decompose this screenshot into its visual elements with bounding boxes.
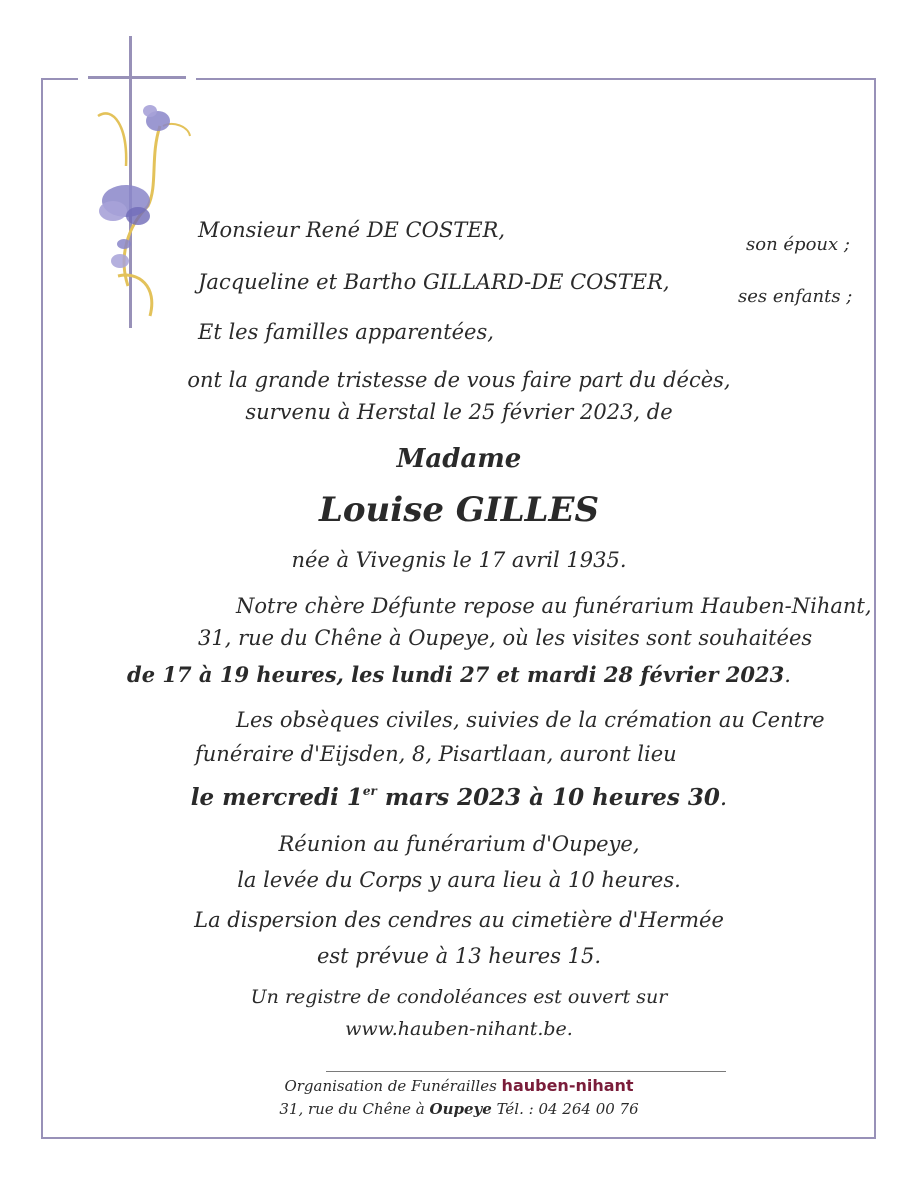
funeral-date-prefix: le mercredi 1 <box>190 784 363 811</box>
deceased-birth: née à Vivegnis le 17 avril 1935. <box>291 548 627 572</box>
cross-flower-icon <box>78 36 196 332</box>
announcement-line-2: survenu à Herstal le 25 février 2023, de <box>245 400 673 424</box>
brand-name: hauben-nihant <box>501 1076 634 1095</box>
footer-divider <box>326 1071 726 1072</box>
cross-flower-ornament <box>78 36 196 332</box>
funeral-date-end: . <box>719 785 728 811</box>
footer-organisation <box>0 1076 918 1095</box>
children-relation: ses enfants ; <box>738 286 853 307</box>
ashes-line-2: est prévue à 13 heures 15. <box>316 944 602 968</box>
footer-town: Oupeye <box>429 1100 492 1118</box>
announcement-line-1: ont la grande tristesse de vous faire part du décès, <box>187 368 731 392</box>
meeting-line-1: Réunion au funérarium d'Oupeye, <box>278 832 640 856</box>
visits-schedule <box>0 662 918 687</box>
visits-schedule-end: . <box>784 663 791 687</box>
condolences-link[interactable]: www.hauben-nihant.be. <box>345 1018 573 1040</box>
spouse-relation: son époux ; <box>746 234 850 255</box>
children-names: Jacqueline et Bartho GILLARD-DE COSTER, <box>198 270 670 294</box>
meeting-line-2: la levée du Corps y aura lieu à 10 heures. <box>237 868 681 892</box>
funeral-line-1: Les obsèques civiles, suivies de la crémation au Centre <box>236 708 825 732</box>
footer-phone: Tél. : 04 264 00 76 <box>491 1100 639 1118</box>
deceased-title: Madame <box>396 444 522 474</box>
ashes-line-1: La dispersion des cendres au cimetière d'Hermée <box>194 908 724 932</box>
visits-line-1: Notre chère Défunte repose au funérarium Hauben-Nihant, <box>236 594 872 618</box>
visits-line-2: 31, rue du Chêne à Oupeye, où les visites sont souhaitées <box>198 626 813 650</box>
footer-org-label: Organisation de Funérailles <box>284 1077 502 1095</box>
deceased-name: Louise GILLES <box>318 490 600 530</box>
footer-address <box>0 1100 918 1118</box>
relatives-line: Et les familles apparentées, <box>198 320 494 344</box>
visits-schedule-text: de 17 à 19 heures, les lundi 27 et mardi 28 février 2023 <box>127 662 785 687</box>
spouse-name: Monsieur René DE COSTER, <box>198 218 506 242</box>
funeral-line-2: funéraire d'Eijsden, 8, Pisartlaan, auront lieu <box>195 742 677 766</box>
funeral-date-suffix: mars 2023 à 10 heures 30 <box>376 784 720 811</box>
footer-address-prefix: 31, rue du Chêne à <box>279 1100 430 1118</box>
condolences-line-1: Un registre de condoléances est ouvert sur <box>250 986 668 1008</box>
funeral-date-sup: er <box>362 784 377 798</box>
funeral-date <box>0 784 918 811</box>
